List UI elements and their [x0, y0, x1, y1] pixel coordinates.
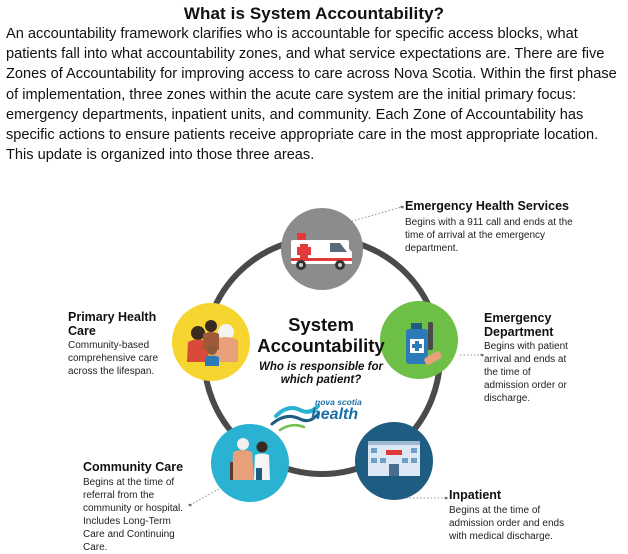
zone-community [83, 461, 193, 554]
logo-wordmark: nova scotia health [311, 397, 362, 423]
zone-heading: Primary Health Care [68, 310, 157, 338]
zone-description: Begins at the time of admission order and ends with medical discharge. [449, 504, 565, 542]
center-subtitle: Who is responsible for which patient? [259, 361, 383, 386]
page-title: What is System Accountability? [183, 4, 445, 23]
intro-paragraph: An accountability framework clarifies who is accountable for specific access blocks, what patients fall into what accountability zones, and what service expectations are. There are five Zones of Accountability for improving access to care across Nova Scotia. Within the first phase of implementation, three zones within the acute care system are the initial primary focus: emergency departments, inpatient units, and community. Each Zone of Accountability has specific actions to ensure patients receive appropriate care in the most appropriate location. This update is organized into those three areas. [6, 26, 617, 164]
zone-heading: Community Care [83, 460, 184, 474]
zone-ehs [405, 200, 585, 255]
zone-ed [484, 312, 574, 405]
center-title: System Accountability [257, 314, 385, 356]
zone-inpatient [449, 489, 579, 543]
zone-heading: Inpatient [449, 488, 502, 502]
hospital-icon [355, 422, 433, 500]
zone-description: Begins at the time of referral from the community or hospital. Includes Long-Term Care and Continuing Care. [83, 476, 184, 553]
zone-description: Begins with patient arrival and ends at the time of admission order or discharge. [484, 341, 568, 404]
zone-description: Begins with a 911 call and ends at the time of arrival at the emergency department. [405, 216, 573, 254]
caregivers-icon [211, 424, 289, 502]
zone-heading: Emergency Health Services [405, 199, 569, 213]
family-icon [172, 303, 250, 381]
zone-description: Community-based comprehensive care across the lifespan. [68, 340, 159, 377]
zone-primary [68, 311, 168, 378]
zone-heading: Emergency Department [484, 311, 554, 339]
ambulance-icon [281, 208, 363, 290]
